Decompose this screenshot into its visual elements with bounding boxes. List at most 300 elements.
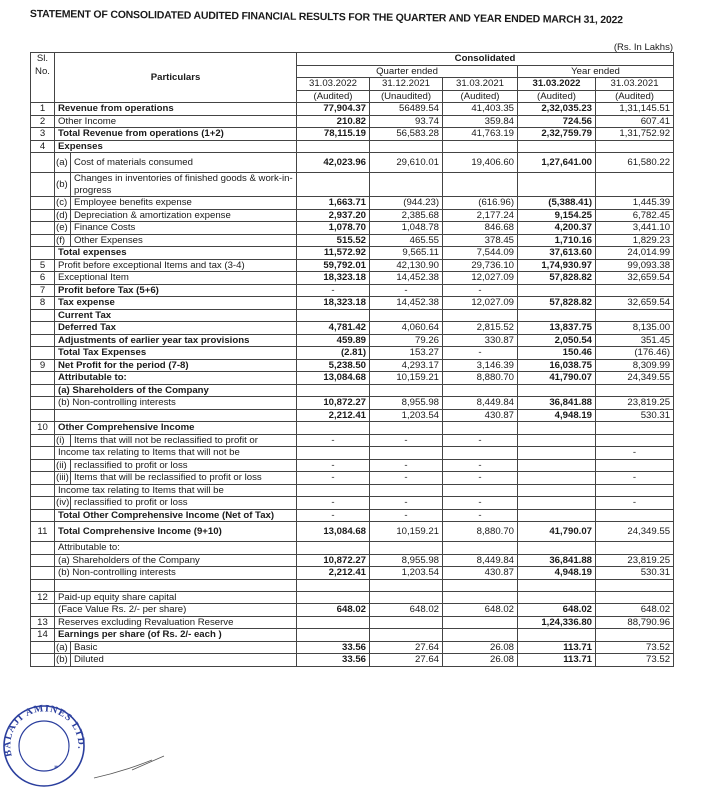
value-cell-col-5: 1,31,752.92: [596, 128, 674, 141]
table-row: [31, 654, 674, 667]
value-cell-col-4: [518, 509, 596, 522]
row-serial: 1: [31, 103, 55, 116]
row-label: Net Profit for the period (7-8): [55, 359, 297, 372]
value-cell-col-2: 10,159.21: [370, 372, 443, 385]
value-cell-col-2: 2,385.68: [370, 209, 443, 222]
table-row: [31, 197, 674, 210]
value-cell-col-5: [596, 579, 674, 591]
value-cell-col-5: 73.52: [596, 641, 674, 654]
row-serial: 3: [31, 128, 55, 141]
value-cell-col-1: -: [297, 434, 370, 447]
row-serial: [31, 209, 55, 222]
value-cell-col-4: 1,74,930.97: [518, 259, 596, 272]
value-cell-col-5: [596, 591, 674, 604]
value-cell-col-4: 57,828.82: [518, 272, 596, 285]
value-cell-col-2: 9,565.11: [370, 247, 443, 260]
value-cell-col-1: 13,084.68: [297, 372, 370, 385]
row-label: Changes in inventories of finished goods & work-in-progress: [71, 173, 297, 197]
value-cell-col-1: [297, 384, 370, 397]
value-cell-col-4: [518, 434, 596, 447]
value-cell-col-5: 23,819.25: [596, 554, 674, 567]
value-cell-col-5: 530.31: [596, 567, 674, 580]
value-cell-col-5: 1,829.23: [596, 234, 674, 247]
value-cell-col-1: 18,323.18: [297, 272, 370, 285]
table-row: [31, 322, 674, 335]
value-cell-col-5: [596, 384, 674, 397]
value-cell-col-4: 4,200.37: [518, 222, 596, 235]
value-cell-col-3: 846.68: [443, 222, 518, 235]
row-sub-index: (d): [55, 209, 71, 222]
value-cell-col-5: (176.46): [596, 347, 674, 360]
status-header-3: (Audited): [443, 90, 518, 103]
value-cell-col-2: [370, 447, 443, 460]
value-cell-col-4: [518, 447, 596, 460]
row-label: Other Expenses: [71, 234, 297, 247]
table-row: [31, 234, 674, 247]
table-body: [31, 103, 674, 667]
row-serial: [31, 579, 55, 591]
value-cell-col-2: 29,610.01: [370, 153, 443, 173]
row-label: Expenses: [55, 140, 297, 153]
value-cell-col-4: 2,050.54: [518, 334, 596, 347]
row-serial: [31, 397, 55, 410]
statement-title: STATEMENT OF CONSOLIDATED AUDITED FINANCIAL RESULTS FOR THE QUARTER AND YEAR ENDED MARCH 31, 2022: [29, 8, 623, 27]
value-cell-col-2: [370, 422, 443, 435]
row-label: reclassified to profit or loss: [71, 459, 297, 472]
row-serial: [31, 322, 55, 335]
value-cell-col-3: 330.87: [443, 334, 518, 347]
status-header-2: (Unaudited): [370, 90, 443, 103]
value-cell-col-1: 18,323.18: [297, 297, 370, 310]
value-cell-col-3: [443, 591, 518, 604]
value-cell-col-5: 24,349.55: [596, 372, 674, 385]
value-cell-col-3: -: [443, 472, 518, 485]
table-row: [31, 153, 674, 173]
row-sub-index: (iv): [56, 497, 70, 508]
row-serial: [31, 409, 55, 422]
table-row: [31, 497, 674, 510]
particulars-header: Particulars: [55, 53, 297, 103]
value-cell-col-3: 3,146.39: [443, 359, 518, 372]
value-cell-col-1: -: [297, 459, 370, 472]
value-cell-col-3: 2,177.24: [443, 209, 518, 222]
row-serial: 12: [31, 591, 55, 604]
value-cell-col-2: [370, 542, 443, 555]
table-row: [31, 347, 674, 360]
value-cell-col-5: 99,093.38: [596, 259, 674, 272]
row-sub-index: (i): [55, 434, 71, 447]
value-cell-col-1: 648.02: [297, 604, 370, 617]
row-serial: [31, 484, 55, 497]
table-row: [31, 554, 674, 567]
row-label: Total Tax Expenses: [55, 347, 297, 360]
row-label: Other Comprehensive Income: [55, 422, 297, 435]
table-row: [31, 579, 674, 591]
value-cell-col-3: [443, 579, 518, 591]
value-cell-col-1: 1,078.70: [297, 222, 370, 235]
value-cell-col-2: 79.26: [370, 334, 443, 347]
value-cell-col-2: 4,060.64: [370, 322, 443, 335]
value-cell-col-5: 73.52: [596, 654, 674, 667]
value-cell-col-1: 5,238.50: [297, 359, 370, 372]
value-cell-col-1: [297, 173, 370, 197]
value-cell-col-2: 27.64: [370, 654, 443, 667]
value-cell-col-3: 8,449.84: [443, 554, 518, 567]
row-serial: [31, 554, 55, 567]
row-label: Total expenses: [55, 247, 297, 260]
value-cell-col-3: [443, 309, 518, 322]
value-cell-col-2: [370, 629, 443, 642]
value-cell-col-2: [370, 579, 443, 591]
value-cell-col-5: [596, 509, 674, 522]
value-cell-col-5: 648.02: [596, 604, 674, 617]
row-sub-index: (c): [55, 197, 71, 210]
value-cell-col-2: 56,583.28: [370, 128, 443, 141]
value-cell-col-5: [596, 422, 674, 435]
row-serial: [31, 497, 55, 510]
row-serial: [31, 434, 55, 447]
status-header-4: (Audited): [518, 90, 596, 103]
value-cell-col-1: (2.81): [297, 347, 370, 360]
value-cell-col-4: 1,710.16: [518, 234, 596, 247]
value-cell-col-4: [518, 591, 596, 604]
value-cell-col-3: 430.87: [443, 409, 518, 422]
table-row: [31, 509, 674, 522]
row-serial: [31, 604, 55, 617]
value-cell-col-1: 1,663.71: [297, 197, 370, 210]
date-header-4: 31.03.2022: [518, 78, 596, 91]
row-serial: [31, 234, 55, 247]
value-cell-col-3: 29,736.10: [443, 259, 518, 272]
value-cell-col-5: [596, 459, 674, 472]
row-serial: 13: [31, 616, 55, 629]
value-cell-col-5: 32,659.54: [596, 272, 674, 285]
row-label: (a) Shareholders of the Company: [55, 384, 297, 397]
row-label: Items that will not be reclassified to profit or: [71, 434, 297, 447]
value-cell-col-5: 88,790.96: [596, 616, 674, 629]
value-cell-col-1: 515.52: [297, 234, 370, 247]
value-cell-col-5: [596, 140, 674, 153]
value-cell-col-5: 3,441.10: [596, 222, 674, 235]
value-cell-col-1: 13,084.68: [297, 522, 370, 542]
date-header-1: 31.03.2022: [297, 78, 370, 91]
value-cell-col-5: -: [596, 447, 674, 460]
row-label: reclassified to profit or loss: [71, 497, 297, 510]
value-cell-col-1: [297, 447, 370, 460]
row-serial: [31, 654, 55, 667]
value-cell-col-5: -: [596, 472, 674, 485]
results-table: [30, 52, 674, 667]
svg-text:BALAJI AMINES LTD.: [2, 703, 86, 758]
row-label: Earnings per share (of Rs. 2/- each ): [55, 629, 297, 642]
value-cell-col-4: 1,27,641.00: [518, 153, 596, 173]
value-cell-col-4: [518, 309, 596, 322]
row-label: Adjustments of earlier year tax provisions: [55, 334, 297, 347]
table-row: [31, 284, 674, 297]
row-label: Reserves excluding Revaluation Reserve: [55, 616, 297, 629]
value-cell-col-2: 27.64: [370, 641, 443, 654]
value-cell-col-2: -: [370, 434, 443, 447]
row-serial: [31, 372, 55, 385]
value-cell-col-2: [370, 173, 443, 197]
value-cell-col-3: -: [443, 284, 518, 297]
year-ended-header: Year ended: [518, 65, 674, 78]
row-serial: [31, 641, 55, 654]
value-cell-col-2: 14,452.38: [370, 272, 443, 285]
svg-text:*: *: [54, 764, 58, 773]
value-cell-col-2: [370, 591, 443, 604]
row-label: (b) Non-controlling interests: [55, 567, 297, 580]
row-label: Diluted: [71, 654, 297, 667]
value-cell-col-4: [518, 422, 596, 435]
value-cell-col-4: [518, 459, 596, 472]
value-cell-col-1: [297, 422, 370, 435]
row-label: Paid-up equity share capital: [55, 591, 297, 604]
table-row: [31, 397, 674, 410]
value-cell-col-1: 4,781.42: [297, 322, 370, 335]
value-cell-col-1: 59,792.01: [297, 259, 370, 272]
value-cell-col-3: 12,027.09: [443, 297, 518, 310]
value-cell-col-4: 724.56: [518, 115, 596, 128]
row-serial: 11: [31, 522, 55, 542]
value-cell-col-2: 10,159.21: [370, 522, 443, 542]
row-serial: [31, 472, 55, 485]
value-cell-col-2: 8,955.98: [370, 397, 443, 410]
value-cell-col-3: [443, 484, 518, 497]
value-cell-col-4: [518, 542, 596, 555]
value-cell-col-5: [596, 309, 674, 322]
value-cell-col-4: 9,154.25: [518, 209, 596, 222]
row-label: Finance Costs: [71, 222, 297, 235]
value-cell-col-4: 2,32,035.23: [518, 103, 596, 116]
table-row: [31, 115, 674, 128]
value-cell-col-1: 2,212.41: [297, 567, 370, 580]
value-cell-col-3: -: [443, 434, 518, 447]
value-cell-col-2: -: [370, 284, 443, 297]
value-cell-col-5: [596, 542, 674, 555]
row-label: Attributable to:: [55, 542, 297, 555]
row-sub-index: (b): [55, 173, 71, 197]
value-cell-col-4: 36,841.88: [518, 397, 596, 410]
row-serial: 8: [31, 297, 55, 310]
value-cell-col-3: [443, 173, 518, 197]
value-cell-col-2: 4,293.17: [370, 359, 443, 372]
status-header-1: (Audited): [297, 90, 370, 103]
value-cell-col-2: -: [370, 497, 443, 510]
value-cell-col-1: 77,904.37: [297, 103, 370, 116]
quarter-ended-header: Quarter ended: [297, 65, 518, 78]
value-cell-col-5: 8,309.99: [596, 359, 674, 372]
table-row: [31, 522, 674, 542]
row-serial: [31, 153, 55, 173]
value-cell-col-4: 4,948.19: [518, 567, 596, 580]
value-cell-col-5: 8,135.00: [596, 322, 674, 335]
value-cell-col-4: 4,948.19: [518, 409, 596, 422]
row-label: Current Tax: [55, 309, 297, 322]
value-cell-col-5: [596, 284, 674, 297]
date-header-5: 31.03.2021: [596, 78, 674, 91]
value-cell-col-2: (944.23): [370, 197, 443, 210]
value-cell-col-4: [518, 140, 596, 153]
row-serial: [31, 384, 55, 397]
value-cell-col-3: -: [443, 459, 518, 472]
row-sub-index: (a): [55, 641, 71, 654]
row-label: Total Comprehensive Income (9+10): [55, 522, 297, 542]
value-cell-col-1: [297, 542, 370, 555]
value-cell-col-2: 1,203.54: [370, 567, 443, 580]
row-label: [55, 579, 297, 591]
value-cell-col-5: -: [596, 497, 674, 510]
row-serial: 2: [31, 115, 55, 128]
row-label: Tax expense: [55, 297, 297, 310]
value-cell-col-1: [297, 629, 370, 642]
value-cell-col-5: 530.31: [596, 409, 674, 422]
value-cell-col-4: [518, 472, 596, 485]
value-cell-col-4: 57,828.82: [518, 297, 596, 310]
value-cell-col-3: 8,449.84: [443, 397, 518, 410]
table-row: [31, 272, 674, 285]
value-cell-col-1: [297, 591, 370, 604]
value-cell-col-1: 2,212.41: [297, 409, 370, 422]
table-row: [31, 372, 674, 385]
value-cell-col-3: 26.08: [443, 654, 518, 667]
value-cell-col-1: 210.82: [297, 115, 370, 128]
table-row: [31, 447, 674, 460]
value-cell-col-2: 153.27: [370, 347, 443, 360]
value-cell-col-3: 378.45: [443, 234, 518, 247]
empty-cell: [31, 90, 55, 103]
row-serial: 6: [31, 272, 55, 285]
value-cell-col-5: 1,445.39: [596, 197, 674, 210]
value-cell-col-3: 41,403.35: [443, 103, 518, 116]
value-cell-col-5: [596, 173, 674, 197]
value-cell-col-4: 648.02: [518, 604, 596, 617]
table-row: [31, 297, 674, 310]
row-serial: 4: [31, 140, 55, 153]
value-cell-col-1: [297, 309, 370, 322]
value-cell-col-1: -: [297, 284, 370, 297]
seal-text: BALAJI AMINES LTD.: [2, 703, 87, 758]
table-row: [31, 542, 674, 555]
table-row: [31, 222, 674, 235]
value-cell-col-5: [596, 484, 674, 497]
value-cell-col-1: 459.89: [297, 334, 370, 347]
table-row: [31, 604, 674, 617]
row-sub-index: (iii): [56, 472, 69, 483]
row-serial: 9: [31, 359, 55, 372]
table-row: [31, 616, 674, 629]
value-cell-col-3: 41,763.19: [443, 128, 518, 141]
value-cell-col-2: [370, 616, 443, 629]
row-label: (Face Value Rs. 2/- per share): [55, 604, 297, 617]
row-serial: [31, 173, 55, 197]
row-label: Cost of materials consumed: [71, 153, 297, 173]
value-cell-col-5: [596, 434, 674, 447]
value-cell-col-1: [297, 579, 370, 591]
row-label: Depreciation & amortization expense: [71, 209, 297, 222]
row-serial: 10: [31, 422, 55, 435]
row-sub-index: (ii): [55, 459, 71, 472]
row-label: Total Revenue from operations (1+2): [55, 128, 297, 141]
value-cell-col-3: 359.84: [443, 115, 518, 128]
value-cell-col-1: 11,572.92: [297, 247, 370, 260]
value-cell-col-5: 351.45: [596, 334, 674, 347]
value-cell-col-5: 6,782.45: [596, 209, 674, 222]
value-cell-col-2: [370, 484, 443, 497]
value-cell-col-2: 56489.54: [370, 103, 443, 116]
row-serial: 7: [31, 284, 55, 297]
value-cell-col-4: 1,24,336.80: [518, 616, 596, 629]
value-cell-col-4: [518, 629, 596, 642]
table-row: [31, 140, 674, 153]
consolidated-header: Consolidated: [297, 53, 674, 66]
value-cell-col-5: 61,580.22: [596, 153, 674, 173]
row-serial: [31, 459, 55, 472]
table-row: [31, 422, 674, 435]
value-cell-col-3: [443, 140, 518, 153]
value-cell-col-1: [297, 140, 370, 153]
company-seal: [0, 698, 90, 790]
value-cell-col-3: 12,027.09: [443, 272, 518, 285]
empty-cell: [31, 78, 55, 91]
value-cell-col-2: 1,048.78: [370, 222, 443, 235]
row-label: Profit before Tax (5+6): [55, 284, 297, 297]
value-cell-col-3: [443, 629, 518, 642]
table-row: [31, 434, 674, 447]
value-cell-col-1: [297, 616, 370, 629]
value-cell-col-3: 26.08: [443, 641, 518, 654]
row-serial: [31, 309, 55, 322]
value-cell-col-4: 41,790.07: [518, 522, 596, 542]
row-sub-index: (a): [55, 153, 71, 173]
value-cell-col-2: 1,203.54: [370, 409, 443, 422]
value-cell-col-5: 607.41: [596, 115, 674, 128]
value-cell-col-4: 41,790.07: [518, 372, 596, 385]
table-row: [31, 484, 674, 497]
row-label: Employee benefits expense: [71, 197, 297, 210]
row-label: Attributable to:: [55, 372, 297, 385]
value-cell-col-4: 113.71: [518, 654, 596, 667]
value-cell-col-1: 10,872.27: [297, 397, 370, 410]
value-cell-col-5: [596, 629, 674, 642]
table-row: [31, 209, 674, 222]
row-label: [55, 409, 297, 422]
value-cell-col-2: 93.74: [370, 115, 443, 128]
value-cell-col-4: 16,038.75: [518, 359, 596, 372]
value-cell-col-3: [443, 447, 518, 460]
value-cell-col-4: [518, 173, 596, 197]
row-label: Income tax relating to Items that will not be: [55, 447, 297, 460]
value-cell-col-3: [443, 422, 518, 435]
value-cell-col-3: (616.96): [443, 197, 518, 210]
value-cell-col-1: 42,023.96: [297, 153, 370, 173]
row-serial: [31, 447, 55, 460]
table-row: [31, 641, 674, 654]
row-serial: [31, 247, 55, 260]
row-serial: [31, 197, 55, 210]
value-cell-col-3: -: [443, 509, 518, 522]
value-cell-col-3: 8,880.70: [443, 522, 518, 542]
table-row: [31, 409, 674, 422]
value-cell-col-3: [443, 542, 518, 555]
value-cell-col-4: 150.46: [518, 347, 596, 360]
value-cell-col-1: -: [297, 497, 370, 510]
row-serial: [31, 509, 55, 522]
row-label: (a) Shareholders of the Company: [55, 554, 297, 567]
value-cell-col-1: -: [297, 509, 370, 522]
value-cell-col-1: 10,872.27: [297, 554, 370, 567]
row-serial: 14: [31, 629, 55, 642]
